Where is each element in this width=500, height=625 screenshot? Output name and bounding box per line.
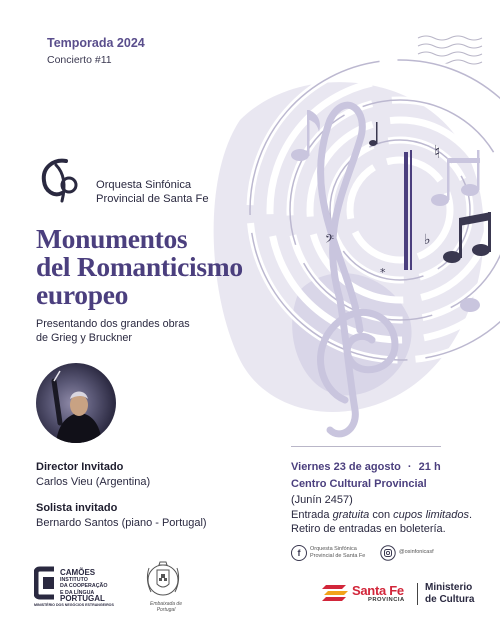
svg-text:*: * <box>380 266 386 279</box>
ministry-line1: Ministerio <box>425 582 473 593</box>
concert-subtitle <box>36 318 190 345</box>
concert-number: Concierto #11 <box>47 54 112 66</box>
soloist-label: Solista invitado <box>36 502 118 514</box>
instagram-icon[interactable] <box>380 545 396 561</box>
instagram-handle[interactable]: @osinfonicasf <box>399 549 434 555</box>
coat-of-arms-icon <box>141 560 185 600</box>
camoes-country: PORTUGAL <box>60 594 105 603</box>
season-label: Temporada 2024 <box>47 36 145 50</box>
footer-divider <box>417 583 418 605</box>
entry-text-e: . <box>468 509 473 521</box>
soloist-name: Bernardo Santos (piano - Portugal) <box>36 517 207 529</box>
orchestra-logo-icon <box>36 155 84 205</box>
svg-text:♮: ♮ <box>434 142 441 163</box>
santa-fe-name: Santa Fe <box>352 583 404 598</box>
entry-text-limited: cupos limitados <box>393 509 469 521</box>
event-time: 21 h <box>418 461 441 473</box>
director-name: Carlos Vieu (Argentina) <box>36 476 151 488</box>
santa-fe-logo-icon <box>322 582 350 604</box>
title-line1: Monumentos <box>36 223 188 254</box>
entry-text-a: Entrada <box>291 509 333 521</box>
event-venue: Centro Cultural Provincial <box>291 478 427 490</box>
orchestra-name-line1: Orquesta Sinfónica <box>96 179 192 191</box>
camoes-name: CAMÕES <box>60 568 96 577</box>
ministry-culture <box>425 582 474 605</box>
facebook-line1: Orquesta Sinfónica <box>310 546 357 552</box>
embassy-label: Embaixada de Portugal <box>150 601 182 613</box>
event-divider <box>291 446 441 447</box>
entry-text-free: gratuita <box>332 509 370 521</box>
subtitle-line1: Presentando dos grandes obras <box>36 318 190 330</box>
camoes-logo-icon <box>34 565 56 601</box>
ticket-info: Retiro de entradas en boletería. <box>291 523 446 535</box>
facebook-line2: Provincial de Santa Fe <box>310 552 366 559</box>
event-address: (Junín 2457) <box>291 494 353 506</box>
event-separator: · <box>407 461 412 473</box>
event-entry <box>291 508 472 536</box>
camoes-sub-line3: E DA LÍNGUA <box>60 589 95 596</box>
subtitle-line2: de Grieg y Bruckner <box>36 331 133 344</box>
facebook-icon[interactable]: f <box>291 545 307 561</box>
svg-text:𝄢: 𝄢 <box>325 233 335 249</box>
title-line2: del Romanticismo <box>36 251 243 282</box>
director-label: Director Invitado <box>36 461 124 473</box>
facebook-handle[interactable] <box>310 546 365 559</box>
orchestra-name-line2: Provincial de Santa Fe <box>96 193 209 205</box>
event-datetime <box>291 461 441 473</box>
camoes-sub-line2: DA COOPERAÇÃO <box>60 583 108 590</box>
event-date: Viernes 23 de agosto <box>291 461 401 473</box>
title-line3: europeo <box>36 279 129 310</box>
santa-fe-province: PROVINCIA <box>368 597 405 603</box>
ministry-line2: de Cultura <box>425 593 475 605</box>
svg-text:♭: ♭ <box>424 232 431 248</box>
concert-title <box>36 225 243 309</box>
entry-text-c: con <box>369 509 394 521</box>
camoes-ministry: MINISTÉRIO DOS NEGÓCIOS ESTRANGEIROS <box>34 603 114 607</box>
camoes-sub-line1: INSTITUTO <box>60 577 88 583</box>
orchestra-name <box>96 178 209 206</box>
conductor-photo <box>36 363 116 443</box>
